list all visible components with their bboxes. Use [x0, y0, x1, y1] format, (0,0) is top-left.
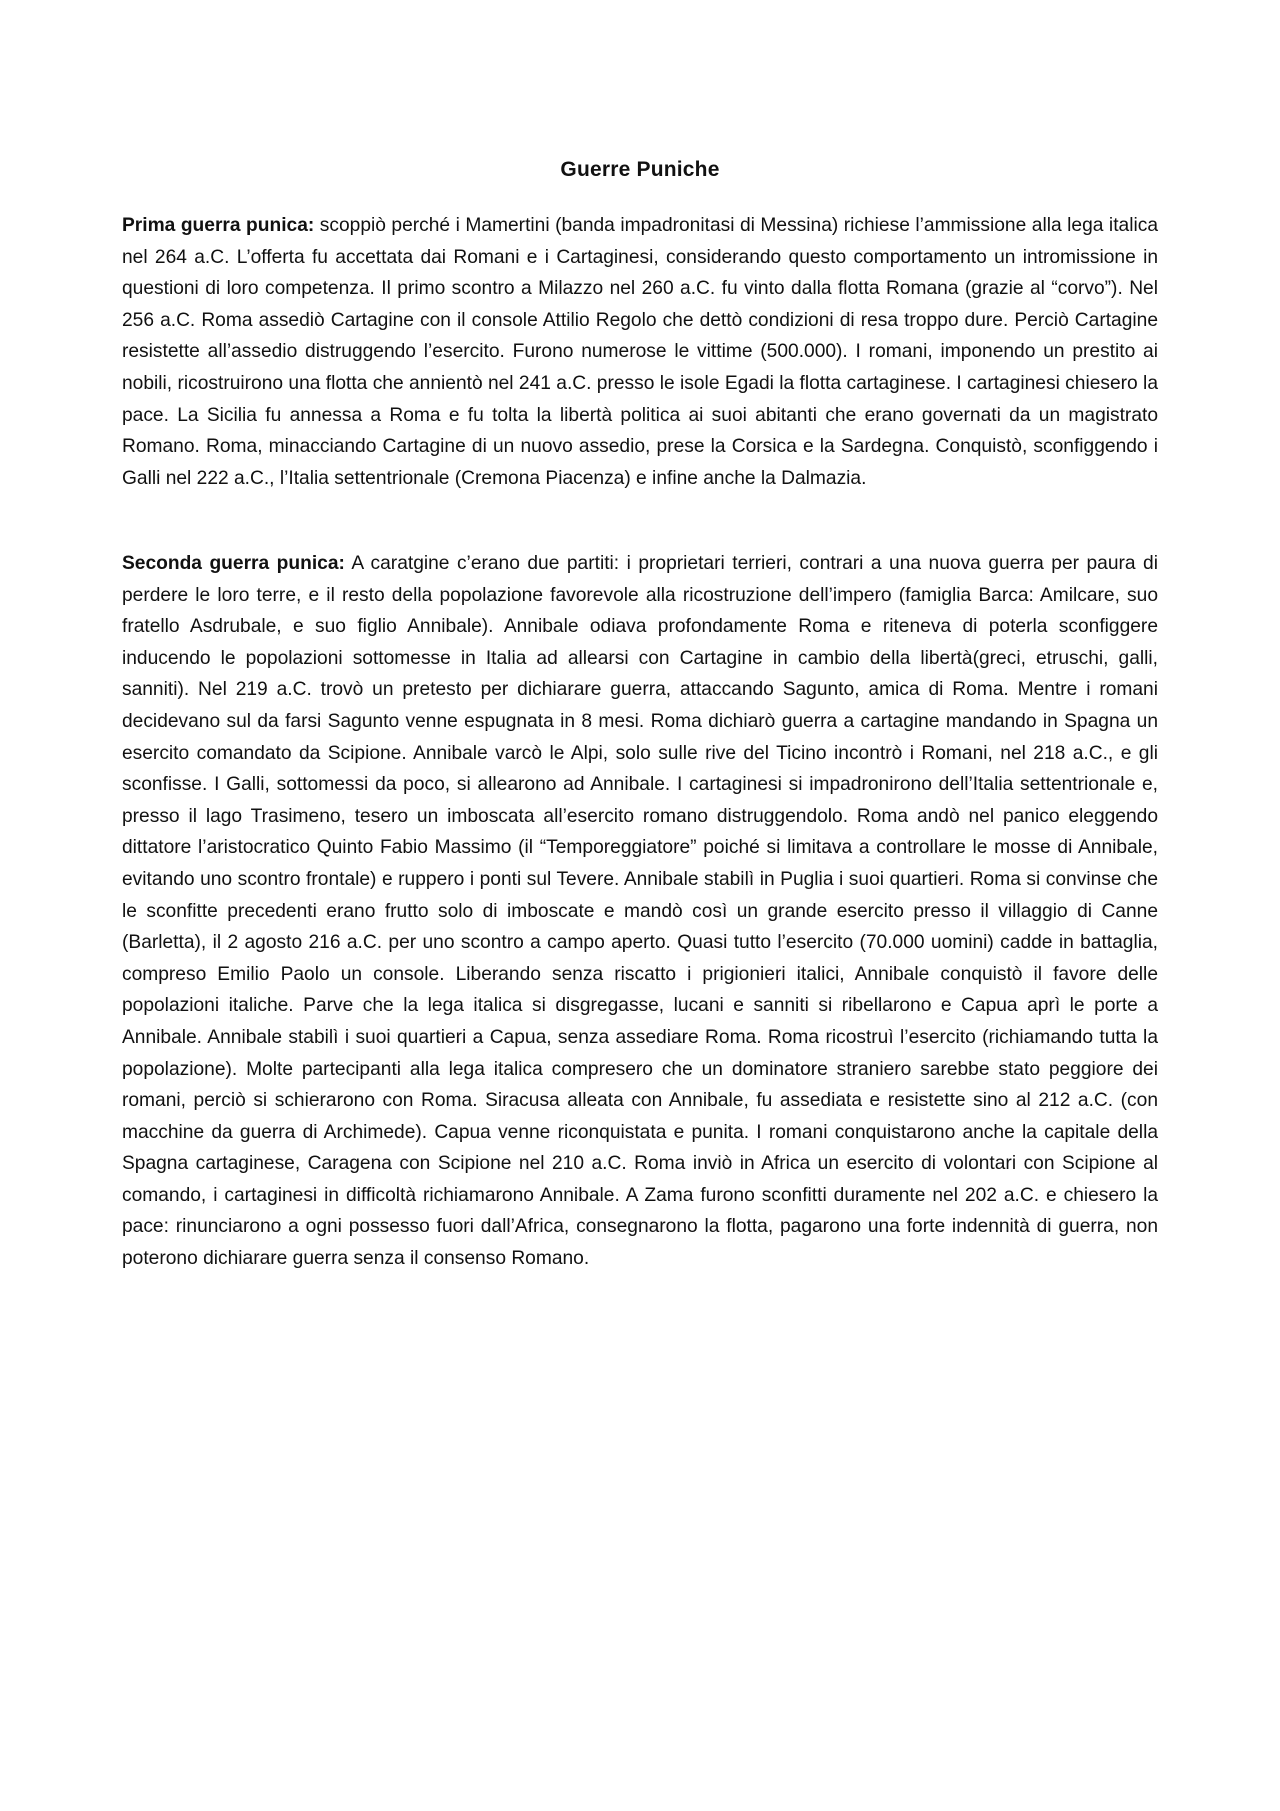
section-heading-second-punic-war: Seconda guerra punica: [122, 553, 345, 574]
section-heading-first-punic-war: Prima guerra punica: [122, 215, 315, 236]
section-first-punic-war [122, 210, 1158, 494]
section-text-first-punic-war: scoppiò perché i Mamertini (banda impadronitasi di Messina) richiese l’ammissione alla lega italica nel 264 a.C. L’offerta fu accettata dai Romani e i Cartaginesi, considerando questo comportamento un intromissione in questioni di loro competenza. Il primo scontro a Milazzo nel 260 a.C. fu vinto dalla flotta Romana (grazie al “corvo”). Nel 256 a.C. Roma assediò Cartagine con il console Attilio Regolo che dettò condizioni di resa troppo dure. Perciò Cartagine resistette all’assedio distruggendo l’esercito. Furono numerose le vittime (500.000). I romani, imponendo un prestito ai nobili, ricostruirono una flotta che annientò nel 241 a.C. presso le isole Egadi la flotta cartaginese. I cartaginesi chiesero la pace. La Sicilia fu annessa a Roma e fu tolta la libertà politica ai suoi abitanti che erano governati da un magistrato Romano. Roma, minacciando Cartagine di un nuovo assedio, prese la Corsica e la Sardegna. Conquistò, sconfiggendo i Galli nel 222 a.C., l’Italia settentrionale (Cremona Piacenza) e infine anche la Dalmazia. [122, 215, 1158, 489]
section-second-punic-war [122, 548, 1158, 1275]
section-text-second-punic-war: A caratgine c’erano due partiti: i proprietari terrieri, contrari a una nuova guerra per paura di perdere le loro terre, e il resto della popolazione favorevole alla ricostruzione dell’impero (famiglia Barca: Amilcare, suo fratello Asdrubale, e suo figlio Annibale). Annibale odiava profondamente Roma e riteneva di poterla sconfiggere inducendo le popolazioni sottomesse in Italia ad allearsi con Cartagine in cambio della libertà(greci, etruschi, galli, sanniti). Nel 219 a.C. trovò un pretesto per dichiarare guerra, attaccando Sagunto, amica di Roma. Mentre i romani decidevano sul da farsi Sagunto venne espugnata in 8 mesi. Roma dichiarò guerra a cartagine mandando in Spagna un esercito comandato da Scipione. Annibale varcò le Alpi, solo sulle rive del Ticino incontrò i Romani, nel 218 a.C., e gli sconfisse. I Galli, sottomessi da poco, si allearono ad Annibale. I cartaginesi si impadronirono dell’Italia settentrionale e, presso il lago Trasimeno, tesero un imboscata all’esercito romano distruggendolo. Roma andò nel panico eleggendo dittatore l’aristocratico Quinto Fabio Massimo (il “Temporeggiatore” poiché si limitava a controllare le mosse di Annibale, evitando uno scontro frontale) e ruppero i ponti sul Tevere. Annibale stabilì in Puglia i suoi quartieri. Roma si convinse che le sconfitte precedenti erano frutto solo di imboscate e mandò così un grande esercito presso il villaggio di Canne (Barletta), il 2 agosto 216 a.C. per uno scontro a campo aperto. Quasi tutto l’esercito (70.000 uomini) cadde in battaglia, compreso Emilio Paolo un console. Liberando senza riscatto i prigionieri italici, Annibale conquistò il favore delle popolazioni italiche. Parve che la lega italica si disgregasse, lucani e sanniti si ribellarono e Capua aprì le porte a Annibale. Annibale stabilì i suoi quartieri a Capua, senza assediare Roma. Roma ricostruì l’esercito (richiamando tutta la popolazione). Molte partecipanti alla lega italica compresero che un dominatore straniero sarebbe stato peggiore dei romani, perciò si schierarono con Roma. Siracusa alleata con Annibale, fu assediata e resistette sino al 212 a.C. (con macchine da guerra di Archimede). Capua venne riconquistata e punita. I romani conquistarono anche la capitale della Spagna cartaginese, Caragena con Scipione nel 210 a.C. Roma inviò in Africa un esercito di volontari con Scipione al comando, i cartaginesi in difficoltà richiamarono Annibale. A Zama furono sconfitti duramente nel 202 a.C. e chiesero la pace: rinunciarono a ogni possesso fuori dall’Africa, consegnarono la flotta, pagarono una forte indennità di guerra, non poterono dichiarare guerra senza il consenso Romano. [122, 553, 1158, 1270]
document-title: Guerre Puniche [560, 158, 720, 181]
